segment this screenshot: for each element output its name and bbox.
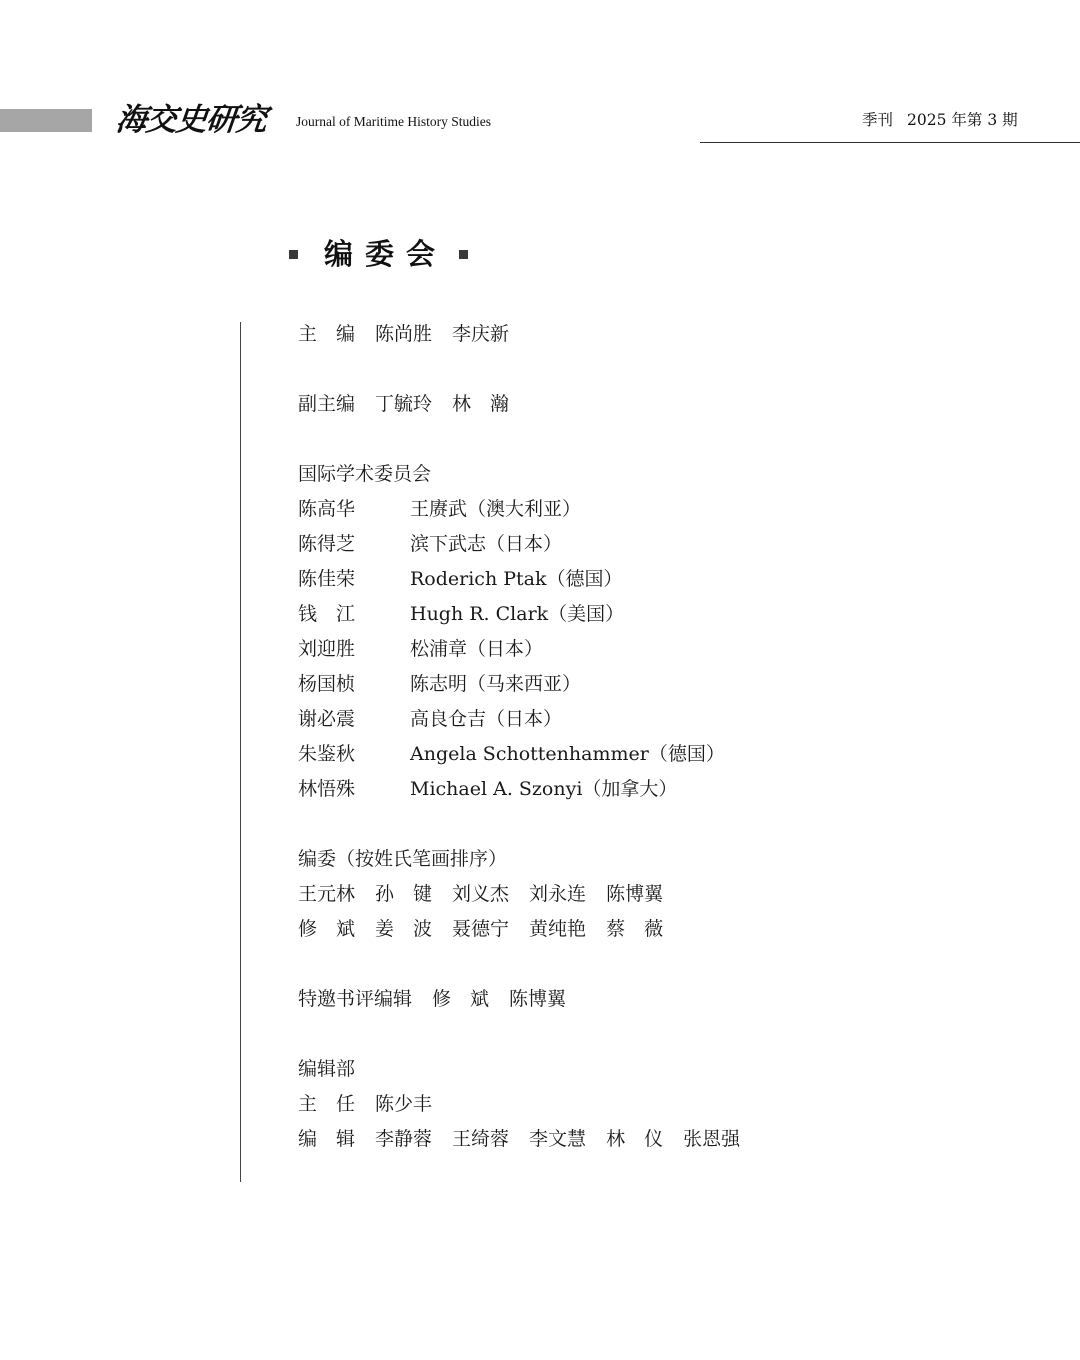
book-review-label: 特邀书评编辑: [298, 988, 413, 1010]
committee-row: [298, 562, 998, 597]
board-member: 陈博翼: [606, 883, 664, 905]
director-name: 陈少丰: [375, 1093, 433, 1115]
board-member: 王元林: [298, 883, 356, 905]
board-member: 黄纯艳: [529, 918, 587, 940]
international-member: Roderich Ptak（德国）: [410, 568, 623, 590]
chief-editor-name: 陈尚胜: [375, 323, 433, 345]
board-row: [298, 877, 998, 912]
domestic-member: 刘迎胜: [298, 638, 356, 660]
board-member: 修 斌: [298, 918, 356, 940]
deputy-editors-line: [298, 387, 998, 422]
deputy-editor-name: 丁毓玲: [375, 393, 433, 415]
director-label: 主 任: [298, 1093, 356, 1115]
international-member: Michael A. Szonyi（加拿大）: [410, 778, 678, 800]
board-member: 姜 波: [375, 918, 433, 940]
domestic-member: 谢必震: [298, 708, 356, 730]
deputy-editors-label: 副主编: [298, 393, 356, 415]
editor-name: 林 仪: [606, 1128, 664, 1150]
editors-line: [298, 1122, 998, 1157]
deputy-editor-name: 林 瀚: [452, 393, 510, 415]
committee-row: [298, 667, 998, 702]
header-rule: [700, 142, 1080, 143]
issue-number: 2025 年第 3 期: [907, 111, 1018, 129]
committee-row: [298, 527, 998, 562]
editor-name: 李静蓉: [375, 1128, 433, 1150]
board-member: 刘永连: [529, 883, 587, 905]
editor-name: 张恩强: [683, 1128, 741, 1150]
international-member: 松浦章（日本）: [410, 638, 544, 660]
page-title: 编委会: [324, 237, 448, 271]
international-member: 高良仓吉（日本）: [410, 708, 563, 730]
international-member: 王赓武（澳大利亚）: [410, 498, 582, 520]
chief-editors-label: 主 编: [298, 323, 356, 345]
domestic-member: 陈得芝: [298, 533, 356, 555]
director-line: [298, 1087, 998, 1122]
square-bullet-icon: [289, 250, 298, 259]
committee-row: [298, 492, 998, 527]
square-bullet-icon: [459, 250, 468, 259]
vertical-rule: [240, 322, 241, 1182]
domestic-member: 朱鉴秋: [298, 743, 356, 765]
international-member: Hugh R. Clark（美国）: [410, 603, 625, 625]
domestic-member: 钱 江: [298, 603, 356, 625]
international-member: 陈志明（马来西亚）: [410, 673, 582, 695]
committee-row: [298, 597, 998, 632]
book-review-line: [298, 982, 998, 1017]
editor-name: 李文慧: [529, 1128, 587, 1150]
editor-name: 王绮蓉: [452, 1128, 510, 1150]
chief-editors-line: [298, 317, 998, 352]
board-member: 刘义杰: [452, 883, 510, 905]
committee-row: [298, 702, 998, 737]
international-member: 滨下武志（日本）: [410, 533, 563, 555]
journal-logo: 海交史研究: [114, 102, 268, 138]
book-review-editor: 陈博翼: [509, 988, 567, 1010]
header-gray-bar: [0, 109, 92, 132]
committee-list: [298, 317, 998, 1157]
international-member: Angela Schottenhammer（德国）: [410, 743, 725, 765]
editorial-office-heading: 编辑部: [298, 1058, 356, 1080]
domestic-member: 陈高华: [298, 498, 356, 520]
board-member: 聂德宁: [452, 918, 510, 940]
domestic-member: 杨国桢: [298, 673, 356, 695]
book-review-editor: 修 斌: [432, 988, 490, 1010]
journal-english-title: Journal of Maritime History Studies: [296, 114, 491, 129]
committee-row: [298, 737, 998, 772]
board-heading: 编委（按姓氏笔画排序）: [298, 848, 508, 870]
domestic-member: 林悟殊: [298, 778, 356, 800]
board-row: [298, 912, 998, 947]
international-committee-heading: 国际学术委员会: [298, 463, 432, 485]
issue-info: [862, 108, 1018, 132]
board-member: 孙 键: [375, 883, 433, 905]
domestic-member: 陈佳荣: [298, 568, 356, 590]
board-member: 蔡 薇: [606, 918, 664, 940]
committee-row: [298, 632, 998, 667]
editors-label: 编 辑: [298, 1128, 356, 1150]
issue-frequency: 季刊: [862, 111, 894, 129]
title-row: [289, 232, 468, 276]
chief-editor-name: 李庆新: [452, 323, 510, 345]
committee-row: [298, 772, 998, 807]
